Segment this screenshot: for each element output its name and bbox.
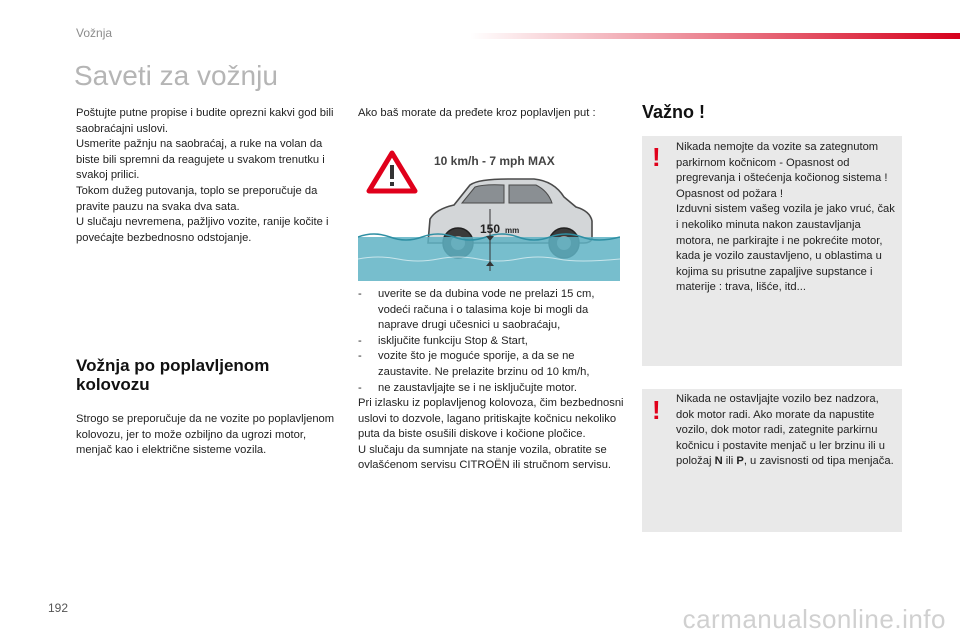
watermark: carmanualsonline.info [682,604,946,634]
page-title: Saveti za vožnju [74,60,278,91]
warning-text-part: ili [722,455,737,468]
flooded-road-illustration [358,145,620,281]
section-label: Vožnja [76,26,113,40]
warning-box-unattended [642,389,902,532]
warning-text-part: Nikada ne ostavljajte vozilo bez nadzora, dok motor radi. Ako morate da napustite vozilo, dok motor radi, zategnite parkirnu kočnicu i postavite menjač u ler brzinu ili u položaj [676,393,885,468]
intro-text [76,106,338,246]
flooded-if-must: Ako baš morate da pređete kroz poplavljen put : [358,107,596,119]
intro-line: Usmerite pažnju na saobraćaj, a ruke na volan da biste bili spremni da reagujete u svakom trenutku i svakoj prilici. [76,138,325,182]
flooded-intro [358,106,622,122]
list-item: - vozite što je moguće sporije, a da se ne zaustavite. Ne prelazite brzinu od 10 km/h, [358,349,624,380]
list-item: - ne zaustavljajte se i ne isključujte motor. [358,381,624,397]
important-heading: Važno ! [642,102,706,122]
flooded-road-heading: Vožnja po poplavljenom kolovozu [76,356,270,394]
flooded-bullet-list [358,287,624,396]
warning-text [676,392,896,470]
exclamation-icon: ! [652,142,661,172]
speed-limit-label: 10 km/h - 7 mph MAX [434,154,555,168]
flooded-after-paragraph: Pri izlasku iz poplavljenog kolovoza, čim bezbednosni uslovi to dozvole, lagano pritiskajte kočnicu nekoliko puta da biste osušili diskove i kočione pločice. [358,397,624,441]
warning-text-part: , u zavisnosti od tipa menjača. [743,455,894,468]
list-item: - isključite funkciju Stop & Start, [358,334,624,350]
intro-line: Poštujte putne propise i budite oprezni kakvi god bili saobraćajni uslovi. [76,107,334,135]
intro-line: U slučaju nevremena, pažljivo vozite, ranije kočite i povećajte bezbednosno odstojanje. [76,216,329,244]
flooded-after-text [358,396,624,474]
warning-line: Izduvni sistem vašeg vozila je jako vruć, čak i nekoliko minuta nakon zaustavljanja motora, ne parkirajte i ne pokrećite motor, kada je vozilo zaustavljeno, u oblastima u kojima su prisutne zapaljive supstance i materije : trava, lišće, itd... [676,203,895,294]
depth-value: 150 [480,222,501,236]
flooded-road-text [76,412,338,459]
warning-line: Opasnost od požara ! [676,187,783,200]
gear-position-p: P [736,455,744,468]
warning-text [676,140,896,296]
list-item: - uverite se da dubina vode ne prelazi 15 cm, vodeći računa i o talasima koje bi mogli da naprave drugi učesnici u saobraćaju, [358,287,624,334]
gear-position-n: N [714,455,723,468]
flooded-road-body: Strogo se preporučuje da ne vozite po poplavljenom kolovozu, jer to može ozbiljno da ugrozi motor, menjač kao i električne sisteme vozila. [76,413,335,457]
flooded-after-paragraph: U slučaju da sumnjate na stanje vozila, obratite se ovlašćenom servisu CITROËN ili stručnom servisu. [358,443,612,472]
warning-line: Nikada nemojte da vozite sa zategnutom parkirnom kočnicom - Opasnost od pregrevanja i oštećenja kočionog sistema ! [676,141,888,185]
header-accent-bar [470,33,960,39]
intro-line: Tokom dužeg putovanja, toplo se preporučuje da pravite pauzu na svaka dva sata. [76,184,318,213]
page-number: 192 [48,601,69,615]
warning-box-parking-brake [642,136,902,366]
exclamation-icon: ! [652,395,661,425]
depth-unit: mm [505,226,520,235]
